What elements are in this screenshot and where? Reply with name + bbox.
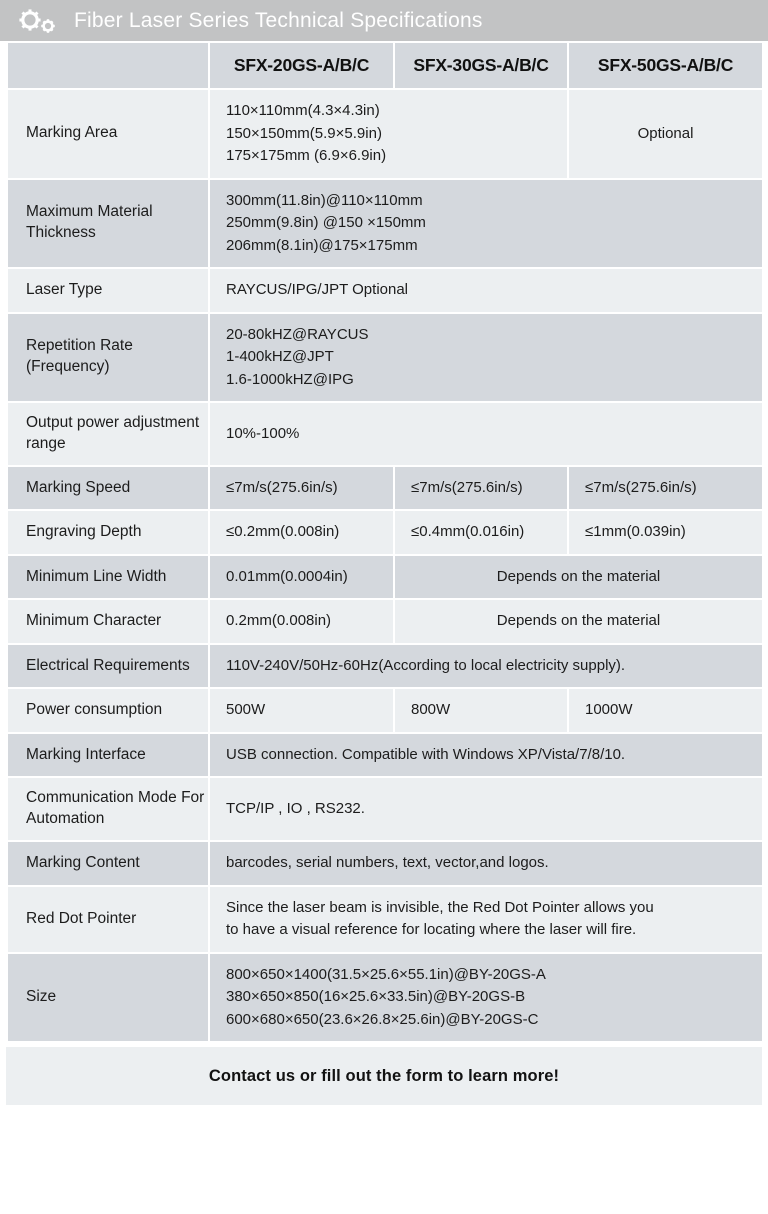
row-label-marking-interface: Marking Interface: [7, 733, 209, 778]
row-value-red-dot-pointer: Since the laser beam is invisible, the Red Dot Pointer allows you to have a visual reference for locating where the laser will fire.: [209, 886, 763, 953]
row-value-power-consumption-50gs: 1000W: [568, 688, 763, 733]
table-row: [7, 953, 763, 1043]
table-row: [7, 89, 763, 179]
header-cell-blank: [7, 42, 209, 89]
table-row: [7, 555, 763, 600]
cta-banner[interactable]: [6, 1047, 762, 1105]
header-cell-model-50gs: SFX-50GS-A/B/C: [568, 42, 763, 89]
row-label-electrical-requirements: Electrical Requirements: [7, 644, 209, 689]
row-value-marking-content: barcodes, serial numbers, text, vector,and logos.: [209, 841, 763, 886]
table-row: [7, 402, 763, 466]
table-row: [7, 644, 763, 689]
row-value-engraving-depth-30gs: ≤0.4mm(0.016in): [394, 510, 568, 555]
table-row: [7, 841, 763, 886]
row-value-communication-mode: TCP/IP , IO , RS232.: [209, 777, 763, 841]
row-value-marking-area-optional: Optional: [568, 89, 763, 179]
table-row: [7, 466, 763, 511]
table-row: [7, 777, 763, 841]
page-title: Fiber Laser Series Technical Specifications: [74, 8, 483, 32]
row-label-min-line-width: Minimum Line Width: [7, 555, 209, 600]
row-value-max-material-thickness: 300mm(11.8in)@110×110mm 250mm(9.8in) @150 ×150mm 206mm(8.1in)@175×175mm: [209, 179, 763, 269]
table-header-row: [7, 42, 763, 89]
row-value-size: 800×650×1400(31.5×25.6×55.1in)@BY-20GS-A 380×650×850(16×25.6×33.5in)@BY-20GS-B 600×680×650(23.6×26.8×25.6in)@BY-20GS-C: [209, 953, 763, 1043]
row-value-min-line-width-note: Depends on the material: [394, 555, 763, 600]
row-label-power-consumption: Power consumption: [7, 688, 209, 733]
row-label-marking-speed: Marking Speed: [7, 466, 209, 511]
row-label-max-material-thickness: Maximum Material Thickness: [7, 179, 209, 269]
row-value-engraving-depth-50gs: ≤1mm(0.039in): [568, 510, 763, 555]
row-value-output-power-range: 10%-100%: [209, 402, 763, 466]
table-row: [7, 733, 763, 778]
row-value-min-line-width: 0.01mm(0.0004in): [209, 555, 394, 600]
row-label-marking-area: Marking Area: [7, 89, 209, 179]
gears-icon: [14, 6, 60, 36]
row-value-electrical-requirements: 110V-240V/50Hz-60Hz(According to local electricity supply).: [209, 644, 763, 689]
row-value-marking-speed-20gs: ≤7m/s(275.6in/s): [209, 466, 394, 511]
table-row: [7, 599, 763, 644]
row-value-marking-speed-50gs: ≤7m/s(275.6in/s): [568, 466, 763, 511]
row-value-marking-speed-30gs: ≤7m/s(275.6in/s): [394, 466, 568, 511]
header-cell-model-30gs: SFX-30GS-A/B/C: [394, 42, 568, 89]
row-value-repetition-rate: 20-80kHZ@RAYCUS 1-400kHZ@JPT 1.6-1000kHZ@IPG: [209, 313, 763, 403]
table-row: [7, 313, 763, 403]
row-label-marking-content: Marking Content: [7, 841, 209, 886]
table-row: [7, 179, 763, 269]
header-cell-model-20gs: SFX-20GS-A/B/C: [209, 42, 394, 89]
row-label-output-power-range: Output power adjustment range: [7, 402, 209, 466]
row-label-laser-type: Laser Type: [7, 268, 209, 313]
cta-text: Contact us or fill out the form to learn more!: [208, 1066, 560, 1085]
row-label-min-character: Minimum Character: [7, 599, 209, 644]
spec-table: [6, 41, 764, 1043]
row-value-engraving-depth-20gs: ≤0.2mm(0.008in): [209, 510, 394, 555]
table-row: [7, 688, 763, 733]
row-value-min-character: 0.2mm(0.008in): [209, 599, 394, 644]
row-label-engraving-depth: Engraving Depth: [7, 510, 209, 555]
row-value-marking-area: 110×110mm(4.3×4.3in) 150×150mm(5.9×5.9in) 175×175mm (6.9×6.9in): [209, 89, 568, 179]
row-value-laser-type: RAYCUS/IPG/JPT Optional: [209, 268, 763, 313]
table-row: [7, 886, 763, 953]
row-value-min-character-note: Depends on the material: [394, 599, 763, 644]
row-label-red-dot-pointer: Red Dot Pointer: [7, 886, 209, 953]
table-row: [7, 510, 763, 555]
table-row: [7, 268, 763, 313]
row-label-communication-mode: Communication Mode For Automation: [7, 777, 209, 841]
row-label-size: Size: [7, 953, 209, 1043]
row-label-repetition-rate: Repetition Rate (Frequency): [7, 313, 209, 403]
row-value-marking-interface: USB connection. Compatible with Windows XP/Vista/7/8/10.: [209, 733, 763, 778]
page-header: [0, 0, 768, 41]
row-value-power-consumption-20gs: 500W: [209, 688, 394, 733]
spec-table-body: [7, 42, 763, 1042]
spec-table-wrapper: [0, 41, 768, 1043]
row-value-power-consumption-30gs: 800W: [394, 688, 568, 733]
